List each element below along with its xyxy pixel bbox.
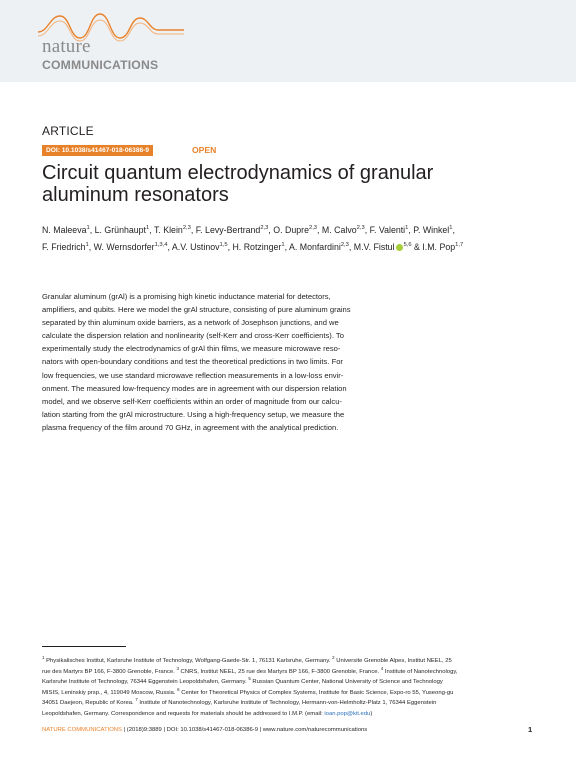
abstract-line: plasma frequency of the film around 70 GHz, in agreement with the analytical prediction. <box>42 422 339 432</box>
author-affiliation-sup: 1 <box>86 225 90 231</box>
affiliation-sup: 6 <box>177 686 180 692</box>
abstract-line: separated by thin aluminum oxide barriers, as a network of Josephson junctions, and we <box>42 318 339 328</box>
abstract <box>42 290 534 434</box>
affiliation-text: 34051 Daejeon, Republic of Korea. <box>42 700 136 706</box>
author-name[interactable]: N. Maleeva <box>42 225 87 235</box>
doi-badge[interactable]: DOI: 10.1038/s41467-018-06386-9 <box>42 145 153 156</box>
abstract-line: low frequencies, we use standard microwave reflection measurements in a low-loss envir- <box>42 370 344 380</box>
author-separator: , <box>227 242 233 252</box>
affiliation-line <box>42 698 542 709</box>
author-name[interactable]: A.V. Ustinov <box>171 242 220 252</box>
author-affiliation-sup: 2,3 <box>356 225 365 231</box>
correspondence-email-link[interactable]: ioan.pop@kit.edu <box>324 710 371 717</box>
author-name[interactable]: H. Rotzinger <box>232 242 282 252</box>
author-separator: , <box>317 225 322 235</box>
author-name[interactable]: I.M. Pop <box>422 242 456 252</box>
author-affiliation-sup: 2,3 <box>260 225 269 231</box>
abstract-line: calculate the dispersion relation and nonlinearity (self-Kerr and cross-Kerr coefficients). To <box>42 331 344 341</box>
author-name[interactable]: A. Monfardini <box>288 242 341 252</box>
affiliation-text: Institute of Nanotechnology, Karlsruhe Institute of Technology, Hermann-von-Helmholtz-Platz 1, 76344 Eggenstein <box>137 700 437 706</box>
author-separator: , <box>408 225 414 235</box>
author-affiliation-sup: 2,3 <box>340 242 349 248</box>
author-separator: & <box>411 242 423 252</box>
author-name[interactable]: T. Klein <box>153 225 183 235</box>
abstract-line: amplifiers, and qubits. Here we model the grAl structure, consisting of pure aluminum grains <box>42 305 351 315</box>
author-affiliation-sup: 5,6 <box>403 242 412 248</box>
author-name[interactable]: F. Levy-Bertrand <box>195 225 261 235</box>
author-separator: , <box>364 225 370 235</box>
author-separator: , <box>452 225 455 235</box>
author-separator: , <box>149 225 154 235</box>
abstract-line: lation starting from the grAl microstructure. Using a high-frequency setup, we measure the <box>42 409 345 419</box>
brand-communications-text: COMMUNICATIONS <box>42 58 159 72</box>
author-separator: , <box>190 225 196 235</box>
author-affiliation-sup: 1,3,4 <box>154 242 168 248</box>
correspondence-close: ) <box>370 710 373 717</box>
article-title <box>42 162 542 206</box>
affiliation-text: Karlsruhe Institute of Technology, 76344 Eggenstein Leopoldshafen, Germany. <box>42 679 249 685</box>
title-line: aluminum resonators <box>42 184 229 206</box>
author-separator: , <box>284 242 289 252</box>
affiliation-text: Physikalisches Institut, Karlsruhe Institute of Technology, Wolfgang-Gaede-Str. 1, 76131 Karlsruhe, Germany. <box>44 658 333 664</box>
affiliation-text: Institute of Nanotechnology, <box>383 668 458 675</box>
affiliation-line <box>42 667 542 678</box>
affiliation-text: rue des Martyrs BP 166, F-3800 Grenoble, France. <box>42 668 177 675</box>
affiliation-sup: 3 <box>176 665 179 671</box>
author-name[interactable]: W. Wernsdorfer <box>93 242 155 252</box>
author-affiliation-sup: 1 <box>405 225 409 231</box>
affiliation-line <box>42 709 542 720</box>
author-affiliation-sup: 2,3 <box>182 225 191 231</box>
author-row <box>42 222 542 239</box>
journal-header <box>0 0 576 82</box>
abstract-line: Granular aluminum (grAl) is a promising high kinetic inductance material for detectors, <box>42 292 331 301</box>
author-name[interactable]: M.V. Fistul <box>353 242 395 252</box>
author-separator: , <box>88 242 94 252</box>
author-affiliation-sup: 1 <box>145 225 150 231</box>
author-name[interactable]: L. Grünhaupt <box>94 225 146 235</box>
author-separator: , <box>167 242 172 252</box>
footer-citation: | (2018)9:3889 | DOI: 10.1038/s41467-018-06386-9 | www.nature.com/naturecommunications <box>121 727 368 733</box>
affiliation-text: MISIS, Leninskiy prsp., 4, 119049 Moscow, Russia. <box>42 689 178 696</box>
author-name[interactable]: F. Valenti <box>369 225 406 235</box>
brand-nature-text: nature <box>42 36 91 57</box>
author-list <box>42 222 542 256</box>
affiliation-text: Universite Grenoble Alpes, Institut NEEL, 25 <box>334 658 452 664</box>
abstract-line: model, and we observe self-Kerr coefficients within an order of magnitude from our calcu- <box>42 396 342 406</box>
page-footer <box>42 727 367 733</box>
affiliation-sup: 5 <box>248 676 251 681</box>
author-affiliation-sup: 1 <box>85 242 89 248</box>
abstract-line: experimentally study the electrodynamics of grAl thin films, we measure microwave reso- <box>42 344 341 354</box>
author-affiliation-sup: 1 <box>281 242 285 248</box>
affiliations <box>42 656 542 719</box>
author-name[interactable]: O. Dupre <box>273 225 309 235</box>
abstract-line: nators with open-boundary conditions and test the theoretical predictions in two limits. For <box>42 357 343 367</box>
author-separator: , <box>268 225 274 235</box>
author-affiliation-sup: 1 <box>449 225 453 231</box>
affiliation-sup: 1 <box>42 655 45 660</box>
author-name[interactable]: P. Winkel <box>413 225 450 235</box>
affiliation-text: Russian Quantum Center, National University of Science and Technology <box>250 679 443 685</box>
affiliation-sup: 4 <box>380 665 384 671</box>
abstract-line: onment. The measured low-frequency modes are in agreement with our dispersion relation <box>42 383 347 393</box>
author-affiliation-sup: 1,5 <box>219 242 228 248</box>
article-type: ARTICLE <box>42 124 94 138</box>
affiliation-line <box>42 656 542 667</box>
affiliation-text: Center for Theoretical Physics of Complex Systems, Institute for Basic Science, Expo-ro 55, Yuseong-gu <box>179 689 454 696</box>
author-separator: , <box>348 242 354 252</box>
open-access-label: OPEN <box>192 145 217 155</box>
correspondence-text: Leopoldshafen, Germany. Correspondence and requests for materials should be addressed to I.M.P. (email: <box>42 710 325 717</box>
affiliation-sup: 2 <box>332 655 335 660</box>
author-separator: , <box>89 225 95 235</box>
affiliation-sup: 7 <box>135 697 138 702</box>
author-name[interactable]: F. Friedrich <box>42 242 86 252</box>
author-affiliation-sup: 1,7 <box>455 242 464 248</box>
title-line: Circuit quantum electrodynamics of granular <box>42 162 434 184</box>
affiliation-line <box>42 677 542 688</box>
author-affiliation-sup: 2,3 <box>308 225 318 231</box>
affiliation-line <box>42 688 542 699</box>
affiliation-text: CNRS, Institut NEEL, 25 rue des Martyrs BP 166, F-3800 Grenoble, France. <box>178 668 381 675</box>
footnote-divider <box>42 646 126 647</box>
page-number: 1 <box>528 725 533 734</box>
footer-journal-name: NATURE COMMUNICATIONS <box>42 727 122 733</box>
orcid-icon[interactable] <box>396 244 403 251</box>
author-row <box>42 239 542 256</box>
author-name[interactable]: M. Calvo <box>321 225 357 235</box>
